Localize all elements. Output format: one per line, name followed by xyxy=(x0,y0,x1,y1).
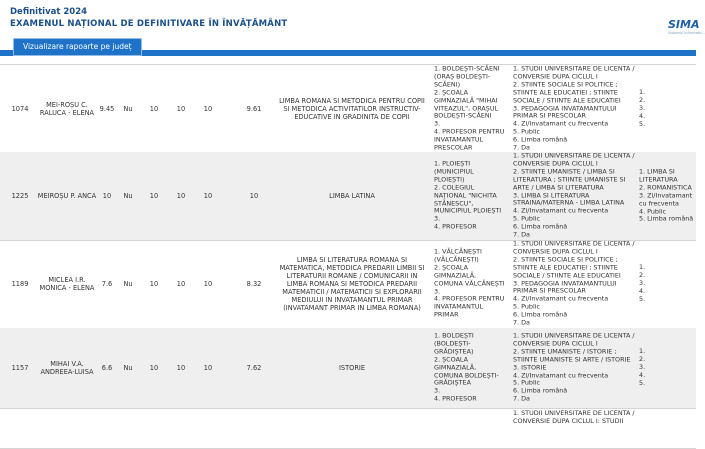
cell-c2: 10 xyxy=(176,364,186,372)
cell-name: MEIROȘU P. ANCA xyxy=(37,192,97,200)
cell-extra: 1. LIMBA SI LITERATURA 2. ROMANISTICA 3. Zi/Invatamant cu frecventa 4. Public 5. Limba română xyxy=(639,167,694,223)
cell-school: 1. BOLDEȘTI-SCĂENI (ORAȘ BOLDEȘTI-SCĂENI) 2. ȘCOALA GIMNAZIALĂ "MIHAI VITEAZUL", ORAȘUL BOLDEȘTI-SCĂENI 3. 4. PROFESOR PENTRU INVATAMANTUL PRESCOLAR xyxy=(434,64,505,152)
cell-extra: 1. 2. 3. 4. 5. xyxy=(639,347,646,387)
table-row xyxy=(0,408,696,449)
cell-c1: 10 xyxy=(149,105,159,113)
cell-id: 1074 xyxy=(11,105,29,113)
cell-extra: 1. 2. 3. 4. 5. xyxy=(639,88,646,128)
cell-c1: 10 xyxy=(149,280,159,288)
table-row xyxy=(0,240,696,329)
cell-flag: Nu xyxy=(123,105,133,113)
cell-score: 6.6 xyxy=(101,364,113,372)
cell-c2: 10 xyxy=(176,192,186,200)
sima-logo: SIMA xyxy=(668,18,700,31)
table-row xyxy=(0,152,696,241)
cell-discipline: ISTORIE xyxy=(338,364,366,372)
table-row xyxy=(0,328,696,409)
cell-flag: Nu xyxy=(123,192,133,200)
cell-studies: 1. STUDII UNIVERSITARE DE LICENTA / CONVERSIE DUPA CICLUL I 2. STIINTE UMANISTE / ISTORIE ; STIINTE UMANISTE SI ARTE / ISTORIE 3. ISTORIE 4. Zi/Invatamant cu frecventa 5. Public 6. Limba română 7. Da xyxy=(513,331,635,403)
exam-year-title: Definitivat 2024 xyxy=(10,7,88,17)
cell-final: 9.61 xyxy=(246,105,262,113)
cell-discipline: LIMBA LATINA xyxy=(329,192,375,200)
logo-subtitle: Sistemul informatic... xyxy=(668,31,705,35)
cell-score: 9.45 xyxy=(99,105,115,113)
cell-flag: Nu xyxy=(123,280,133,288)
cell-id: 1189 xyxy=(11,280,29,288)
cell-studies: 1. STUDII UNIVERSITARE DE LICENTA / CONVERSIE DUPA CICLUL I: STUDII xyxy=(513,409,635,425)
cell-school: 1. PLOIEȘTI (MUNICIPIUL PLOIEȘTI) 2. COLEGIUL NAȚIONAL "NICHITA STĂNESCU", MUNICIPIUL PLOIEȘTI 3. 4. PROFESOR xyxy=(434,159,502,231)
cell-name: MICLEA I.R. MONICA - ELENA xyxy=(39,276,95,292)
cell-name: MIHAI V.A. ANDREEA-LUISA xyxy=(40,360,94,376)
cell-id: 1225 xyxy=(11,192,29,200)
cell-c3: 10 xyxy=(203,364,213,372)
cell-name: MEI-ROȘU C. RALUCA - ELENA xyxy=(39,101,95,117)
cell-c2: 10 xyxy=(176,280,186,288)
table-row xyxy=(0,64,696,154)
cell-studies: 1. STUDII UNIVERSITARE DE LICENTA / CONVERSIE DUPA CICLUL I 2. STIINTE SOCIALE SI POLITICE ; STIINTE ALE EDUCATIEI ; STIINTE SOCIALE / STIINTE ALE EDUCATIEI 3. PEDAGOGIA INVATAMANTULUI PRIMAR SI PRESCOLAR 4. Zi/Invatamant cu frecventa 5. Public 6. Limba română 7. Da xyxy=(513,64,635,152)
cell-score: 10 xyxy=(102,192,112,200)
cell-c2: 10 xyxy=(176,105,186,113)
cell-school: 1. VĂLCĂNEȘTI (VĂLCĂNEȘTI) 2. ȘCOALA GIMNAZIALĂ, COMUNA VĂLCĂNEȘTI 3. 4. PROFESOR PENTRU INVATAMANTUL PRIMAR xyxy=(434,247,505,319)
cell-final: 8.32 xyxy=(246,280,262,288)
cell-c3: 10 xyxy=(203,280,213,288)
cell-extra: 1. 2. 3. 4. 5. xyxy=(639,263,646,303)
cell-school: 1. BOLDEȘTI (BOLDEȘTI-GRĂDIȘTEA) 2. ȘCOALA GIMNAZIALĂ, COMUNA BOLDEȘTI-GRĂDIȘTEA 3. 4. PROFESOR xyxy=(434,331,499,403)
cell-discipline: LIMBA ROMANA SI METODICA PENTRU COPII SI METODICA ACTIVITATILOR INSTRUCTIV-EDUCATIVE IN GRADINITA DE COPII xyxy=(279,97,425,121)
exam-title: EXAMENUL NAȚIONAL DE DEFINITIVARE ÎN ÎNVĂȚĂMÂNT xyxy=(10,19,288,29)
cell-c1: 10 xyxy=(149,364,159,372)
cell-studies: 1. STUDII UNIVERSITARE DE LICENTA / CONVERSIE DUPA CICLUL I 2. STIINTE SOCIALE SI POLITICE ; STIINTE ALE EDUCATIEI ; STIINTE SOCIALE / STIINTE ALE EDUCATIEI 3. PEDAGOGIA INVATAMANTULUI PRIMAR SI PRESCOLAR 4. Zi/Invatamant cu frecventa 5. Public 6. Limba română 7. Da xyxy=(513,239,635,327)
cell-final: 7.62 xyxy=(246,364,262,372)
cell-score: 7.6 xyxy=(101,280,113,288)
cell-final: 10 xyxy=(249,192,259,200)
cell-studies: 1. STUDII UNIVERSITARE DE LICENTA / CONVERSIE DUPA CICLUL I 2. STIINTE UMANISTE / LIMBA SI LITERATURA ; STIINTE UMANISTE SI ARTE / LIMBA SI LITERATURA 3. LIMBA SI LITERATURA STRAINA/MATERNA - LIMBA LATINA 4. Zi/Invatamant cu frecventa 5. Public 6. Limba română 7. Da xyxy=(513,151,635,239)
cell-c3: 10 xyxy=(203,105,213,113)
cell-c3: 10 xyxy=(203,192,213,200)
cell-c1: 10 xyxy=(149,192,159,200)
cell-flag: Nu xyxy=(123,364,133,372)
tab-county-reports[interactable]: Vizualizare rapoarte pe județ xyxy=(13,38,142,56)
cell-id: 1157 xyxy=(11,364,29,372)
cell-discipline: LIMBA SI LITERATURA ROMANA SI MATEMATICA, METODICA PREDARII LIMBII SI LITERATURII ROMANE / COMUNICARII IN LIMBA ROMANA SI METODICA PREDARII MATEMATICII / MATEMATICII SI EXPLORARII MEDIULUI IN INVATAMANTUL PRIMAR (INVATAMANT PRIMAR IN LIMBA ROMANA) xyxy=(279,256,425,312)
